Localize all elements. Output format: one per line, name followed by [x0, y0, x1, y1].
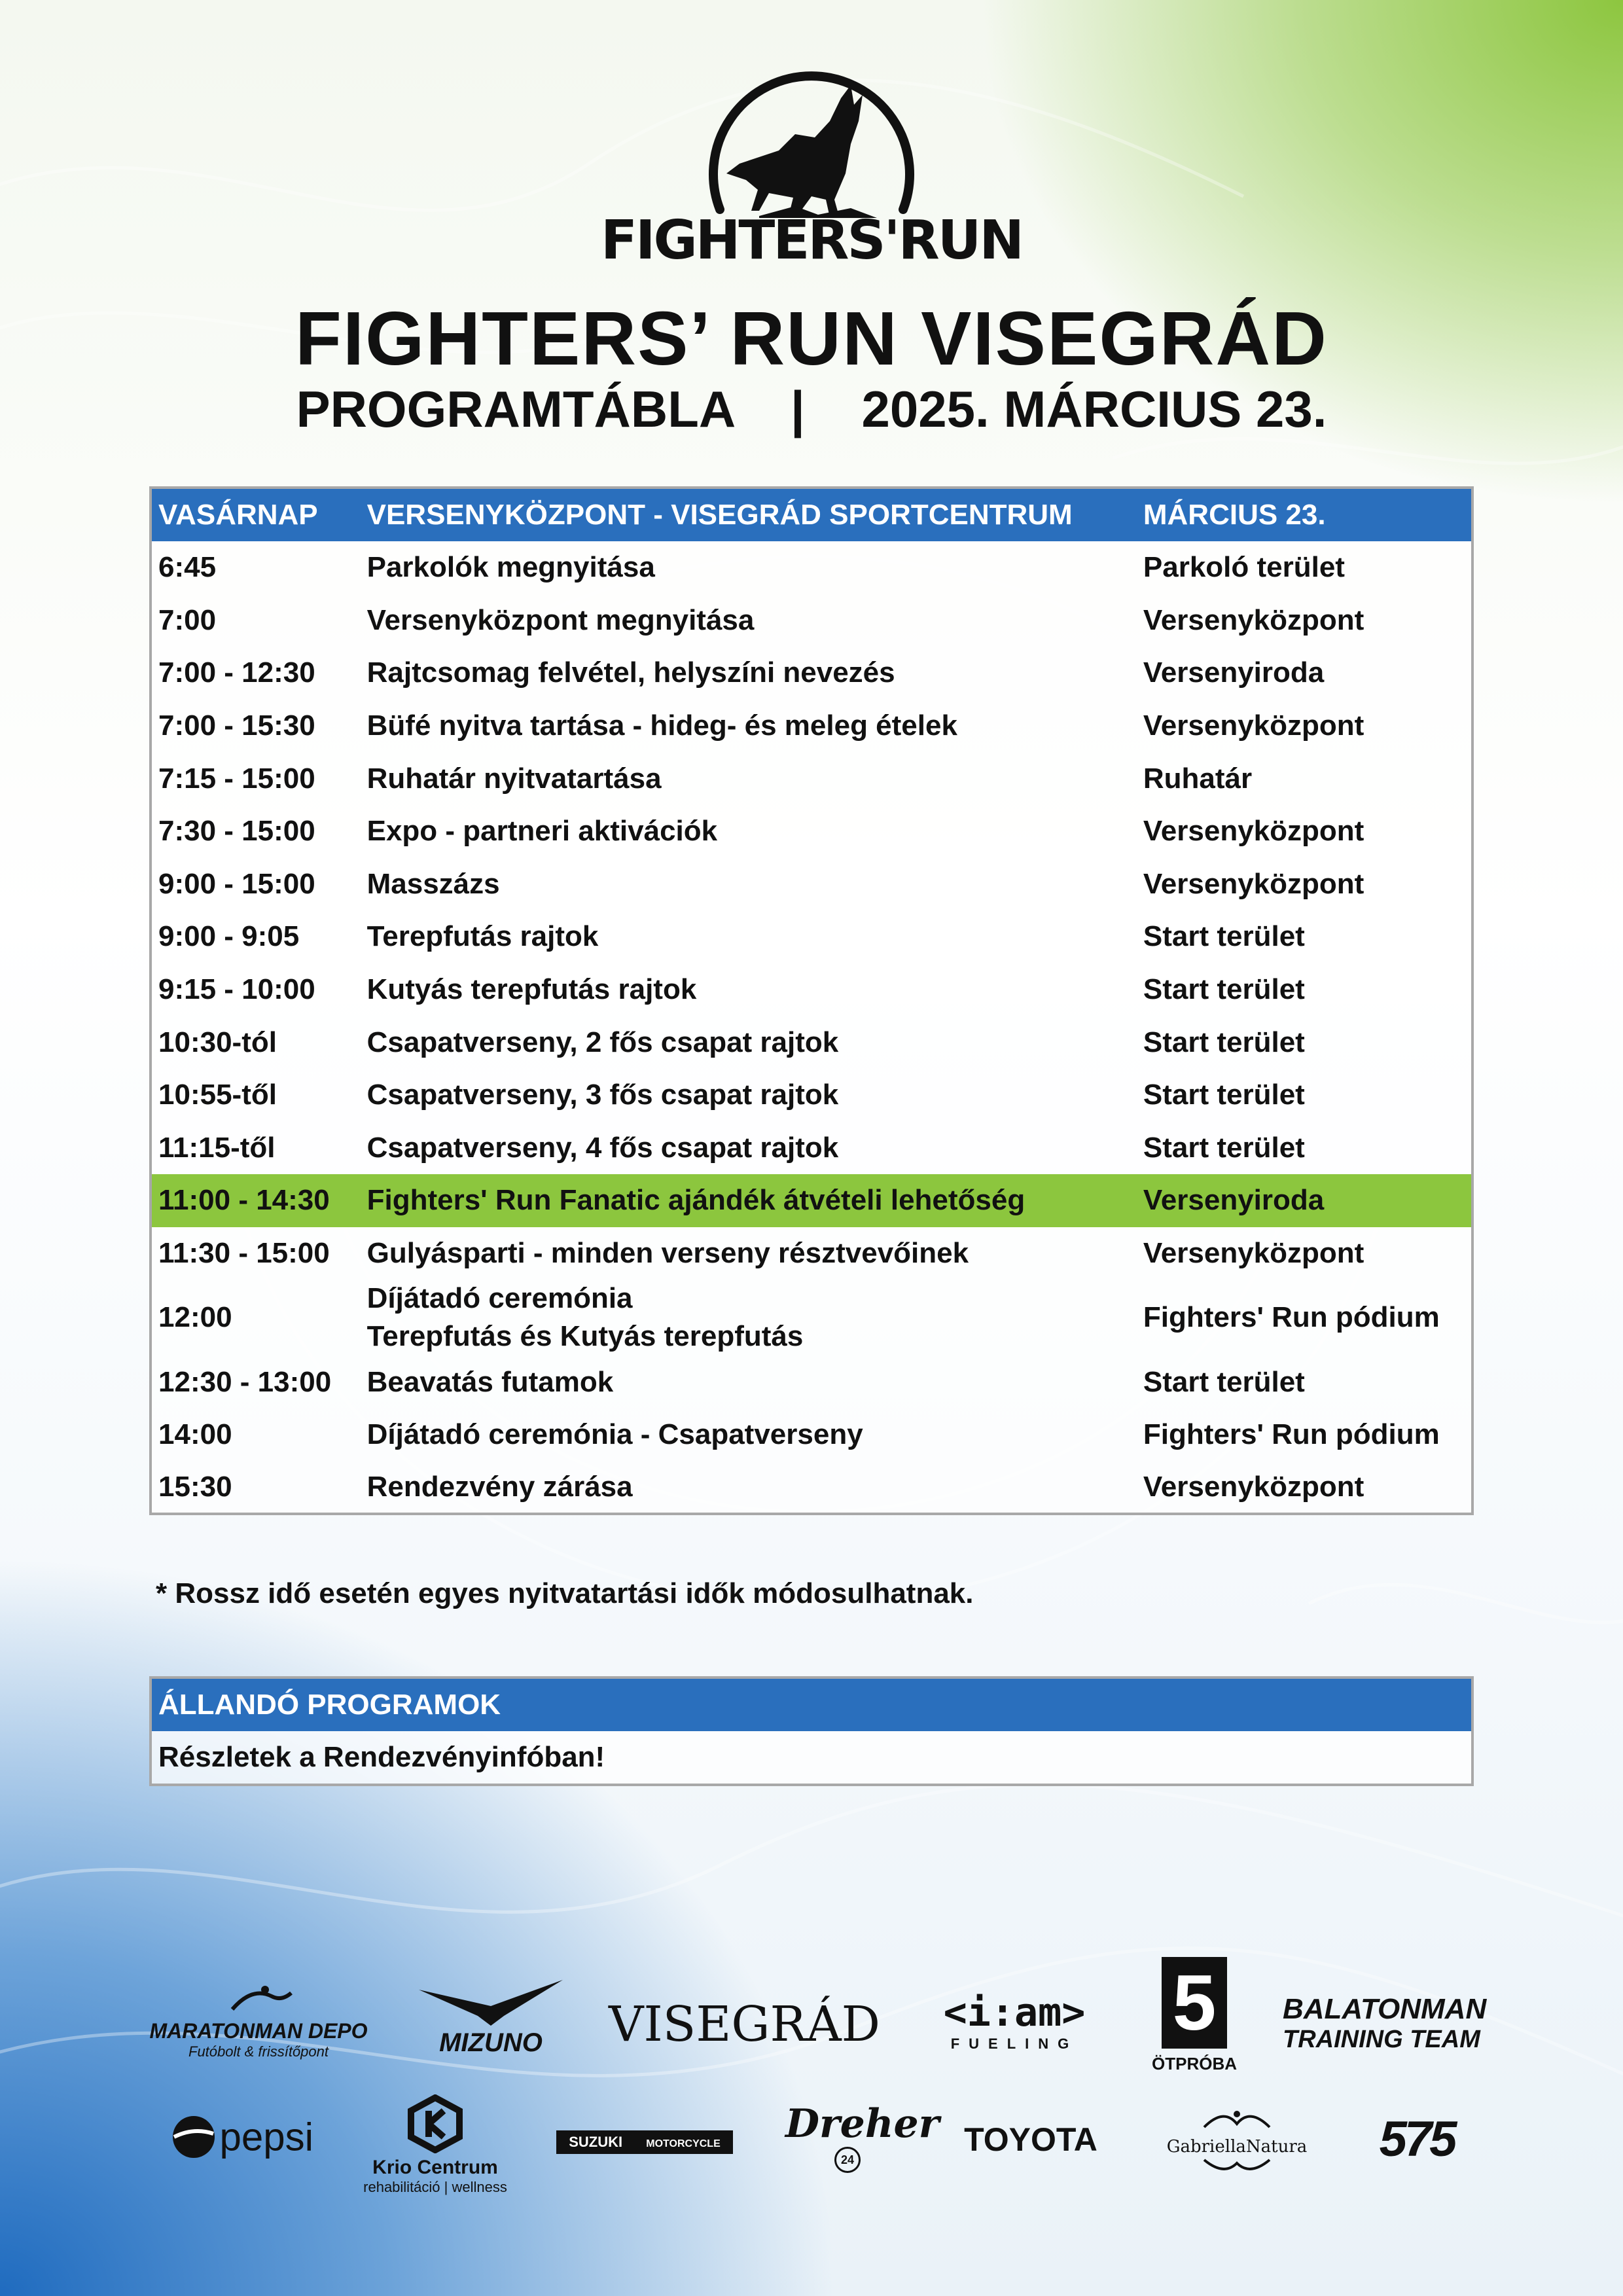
schedule-row [151, 1227, 1472, 1280]
schedule-event [361, 700, 1137, 753]
schedule-row [151, 700, 1472, 753]
schedule-event-line: Ruhatár nyitvatartása [366, 762, 662, 795]
ornament-bottom-icon [1198, 2157, 1276, 2176]
schedule-time: 10:30-tól [158, 1026, 277, 1058]
schedule-event [361, 1069, 1137, 1122]
permanent-text: Részletek a Rendezvényinfóban! [158, 1741, 605, 1773]
schedule-time: 9:00 - 9:05 [158, 920, 300, 953]
schedule-event-line: Rendezvény zárása [366, 1470, 633, 1503]
sponsor-gabriellanatura-name: GabriellaNatura [1166, 2137, 1308, 2157]
schedule-row [151, 594, 1472, 647]
sponsor-suzuki [556, 2130, 733, 2154]
schedule-event [361, 910, 1137, 963]
sponsor-mizuno-name: MIZUNO [439, 2028, 543, 2057]
sponsor-balatonman [1283, 1993, 1487, 2054]
runner-icon [219, 1983, 298, 2016]
sponsor-balatonman-sub: TRAINING TEAM [1283, 2026, 1480, 2053]
schedule-row [151, 1355, 1472, 1408]
schedule-event-line: Gulyásparti - minden verseny résztvevőinek [366, 1237, 969, 1270]
sponsor-maratonman [147, 1983, 370, 2060]
schedule-event-line: Beavatás futamok [366, 1365, 614, 1398]
schedule-event-line: Büfé nyitva tartása - hideg- és meleg ételek [366, 709, 957, 742]
sponsor-suzuki-sub: MOTORCYCLE [646, 2138, 721, 2149]
schedule-event-line: Terepfutás rajtok [366, 920, 599, 953]
sponsor-krio [363, 2094, 507, 2196]
schedule-time: 9:15 - 10:00 [158, 973, 315, 1006]
schedule-row [151, 752, 1472, 805]
permanent-programs-table [149, 1676, 1474, 1786]
sponsor-dreher-sub: 24 [834, 2147, 861, 2173]
sponsor-toyota: TOYOTA [964, 2121, 1097, 2158]
sponsor-krio-sub: rehabilitáció | wellness [363, 2179, 507, 2195]
sponsor-mizuno [412, 1977, 569, 2058]
sponsor-maratonman-name: MARATONMAN DEPO [149, 2019, 368, 2043]
schedule-event-line: Fighters' Run Fanatic ajándék átvételi lehetőség [366, 1184, 1026, 1217]
page-subtitle [0, 380, 1623, 439]
schedule-time: 7:00 [158, 603, 217, 636]
schedule-place: Start terület [1143, 973, 1305, 1006]
schedule-header-row [151, 488, 1472, 541]
schedule-row [151, 1069, 1472, 1122]
schedule-row [151, 1280, 1472, 1355]
schedule-row [151, 541, 1472, 594]
schedule-event-line: Díjátadó ceremónia [366, 1282, 633, 1315]
schedule-table [149, 486, 1474, 1515]
schedule-event [361, 963, 1137, 1016]
schedule-time: 7:00 - 15:30 [158, 709, 315, 742]
sponsor-otproba [1139, 1957, 1250, 2074]
schedule-place: Versenyiroda [1143, 656, 1325, 689]
schedule-event [361, 1122, 1137, 1175]
sponsor-otproba-sub: ÖTPRÓBA [1152, 2054, 1237, 2073]
schedule-event [361, 1462, 1137, 1515]
ornament-icon [1198, 2108, 1276, 2134]
schedule-event [361, 805, 1137, 858]
schedule-event-line: Kutyás terepfutás rajtok [366, 973, 697, 1006]
schedule-event-line: Rajtcsomag felvétel, helyszíni nevezés [366, 656, 895, 689]
schedule-row [151, 910, 1472, 963]
schedule-place: Versenyközpont [1143, 603, 1364, 636]
schedule-row [151, 963, 1472, 1016]
permanent-header: ÁLLANDÓ PROGRAMOK [151, 1677, 1472, 1731]
header-venue: VERSENYKÖZPONT - VISEGRÁD SPORTCENTRUM [361, 488, 1137, 541]
header-day: VASÁRNAP [151, 488, 361, 541]
weather-note: * Rossz idő esetén egyes nyitvatartási idők módosulhatnak. [156, 1577, 974, 1609]
subtitle-separator: | [790, 380, 805, 438]
schedule-place: Parkoló terület [1143, 551, 1345, 584]
schedule-place: Versenyközpont [1143, 709, 1364, 742]
schedule-time: 15:30 [158, 1470, 232, 1503]
schedule-time: 6:45 [158, 551, 217, 584]
schedule-event-line: Masszázs [366, 867, 500, 900]
schedule-row [151, 647, 1472, 700]
schedule-time: 12:30 - 13:00 [158, 1365, 332, 1398]
schedule-event [361, 1280, 1137, 1355]
schedule-place: Fighters' Run pódium [1143, 1301, 1440, 1334]
schedule-place: Start terület [1143, 1365, 1305, 1398]
schedule-event-line: Díjátadó ceremónia - Csapatverseny [366, 1418, 863, 1451]
schedule-event-line: Parkolók megnyitása [366, 551, 655, 584]
schedule-place: Versenyközpont [1143, 1237, 1364, 1270]
schedule-time: 7:15 - 15:00 [158, 762, 315, 795]
schedule-event [361, 594, 1137, 647]
schedule-event [361, 541, 1137, 594]
schedule-place: Versenyközpont [1143, 867, 1364, 900]
sponsor-dreher-name: Dreher [785, 2101, 940, 2147]
schedule-place: Versenyiroda [1137, 1174, 1472, 1227]
schedule-time: 11:30 - 15:00 [158, 1237, 330, 1270]
sponsor-balatonman-name: BALATONMAN [1283, 1993, 1487, 2025]
schedule-row [151, 1016, 1472, 1069]
schedule-row [151, 1174, 1472, 1227]
schedule-row [151, 1408, 1472, 1462]
schedule-row [151, 858, 1472, 911]
schedule-row [151, 1462, 1472, 1515]
schedule-place: Fighters' Run pódium [1143, 1418, 1440, 1451]
schedule-event [361, 647, 1137, 700]
sponsor-dreher [785, 2101, 940, 2173]
schedule-time: 10:55-től [158, 1079, 277, 1111]
schedule-row [151, 1122, 1472, 1175]
schedule-event [361, 1016, 1137, 1069]
sponsor-visegrad: VISEGRÁD [609, 1996, 880, 2053]
page-title: FIGHTERS’ RUN VISEGRÁD [295, 296, 1328, 381]
header-date: MÁRCIUS 23. [1137, 488, 1472, 541]
schedule-time: 7:30 - 15:00 [158, 815, 315, 848]
sponsor-iam [916, 1990, 1113, 2053]
sponsor-krio-name: Krio Centrum [372, 2157, 498, 2178]
otproba-logo-icon: 5 [1162, 1957, 1227, 2049]
schedule-event-line: Expo - partneri aktivációk [366, 815, 718, 848]
mizuno-runbird-icon [412, 1977, 569, 2029]
schedule-time: 9:00 - 15:00 [158, 867, 315, 900]
sponsor-pepsi [167, 2114, 317, 2160]
schedule-time: 11:00 - 14:30 [151, 1174, 361, 1227]
schedule-place: Start terület [1143, 1079, 1305, 1111]
brand-wordmark: FIGHTERS'RUN [600, 209, 1023, 272]
sponsor-maratonman-sub: Futóbolt & frissítőpont [188, 2043, 329, 2060]
schedule-event [361, 1408, 1137, 1462]
subtitle-date: 2025. MÁRCIUS 23. [861, 380, 1327, 438]
schedule-time: 12:00 [158, 1301, 232, 1334]
schedule-time: 14:00 [158, 1418, 232, 1451]
schedule-event-line: Csapatverseny, 4 fős csapat rajtok [366, 1131, 839, 1164]
sponsor-suzuki-name: SUZUKI [569, 2134, 623, 2150]
schedule-event [361, 1174, 1137, 1227]
sponsor-iam-name: <i:am> [943, 1990, 1086, 2036]
schedule-place: Versenyközpont [1143, 815, 1364, 848]
sponsor-gabriellanatura [1152, 2108, 1322, 2179]
sponsor-iam-sub: FUELING [950, 2036, 1079, 2052]
schedule-place: Versenyközpont [1143, 1470, 1364, 1503]
schedule-event-line: Csapatverseny, 2 fős csapat rajtok [366, 1026, 839, 1058]
sponsor-pepsi-name: pepsi [219, 2115, 313, 2159]
krio-k-icon [406, 2094, 465, 2153]
schedule-event-line-2: Terepfutás és Kutyás terepfutás [366, 1320, 804, 1353]
schedule-place: Start terület [1143, 1131, 1305, 1164]
schedule-event-line: Versenyközpont megnyitása [366, 603, 755, 636]
pepsi-globe-icon [171, 2114, 217, 2160]
schedule-event [361, 1227, 1137, 1280]
schedule-place: Ruhatár [1143, 762, 1253, 795]
schedule-time: 7:00 - 12:30 [158, 656, 315, 689]
schedule-event [361, 1355, 1137, 1408]
schedule-time: 11:15-től [158, 1131, 276, 1164]
schedule-place: Start terület [1143, 920, 1305, 953]
schedule-row [151, 805, 1472, 858]
schedule-place: Start terület [1143, 1026, 1305, 1058]
subtitle-label: PROGRAMTÁBLA [296, 380, 734, 438]
schedule-event-line: Csapatverseny, 3 fős csapat rajtok [366, 1079, 839, 1111]
schedule-event [361, 858, 1137, 911]
schedule-event [361, 752, 1137, 805]
sponsor-575: 575 [1379, 2111, 1455, 2167]
